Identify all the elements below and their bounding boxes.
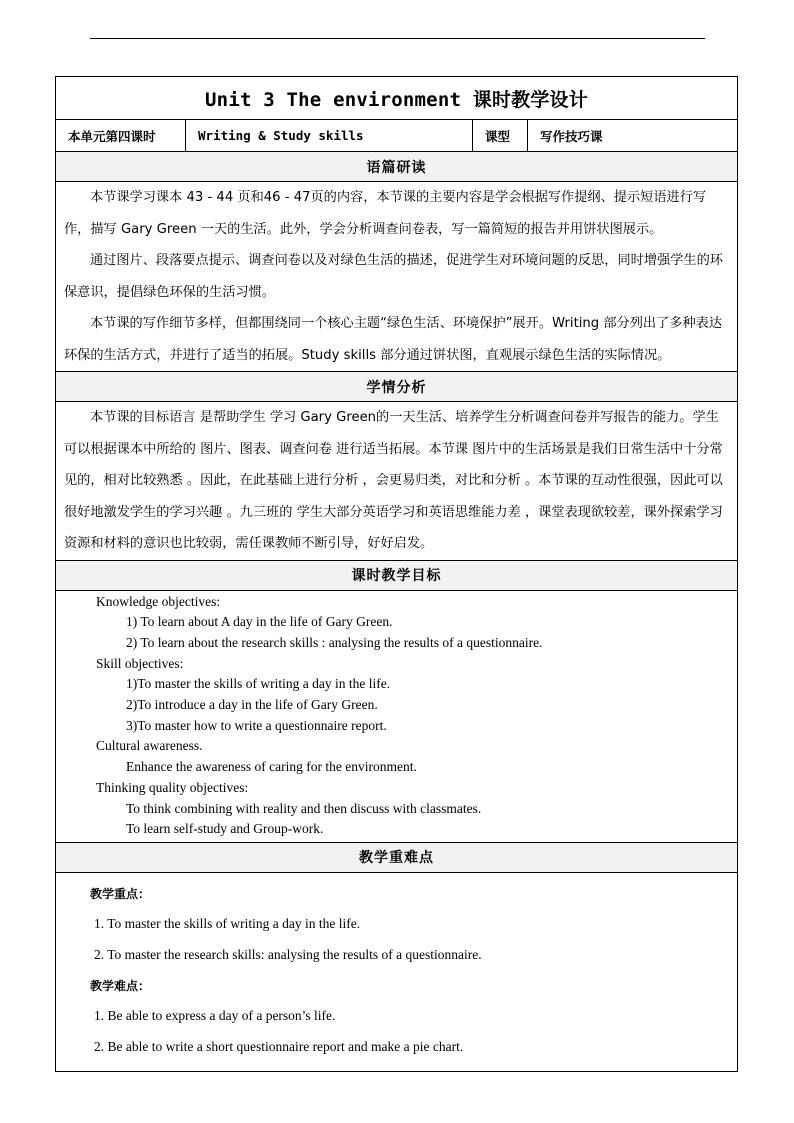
document-title: Unit 3 The environment 课时教学设计 (56, 77, 737, 120)
lesson-topic: Writing & Study skills (186, 120, 473, 151)
analysis-paragraph: 本节课的目标语言 是帮助学生 学习 Gary Green的一天生活、培养学生分析调查问卷并写报告的能力。学生可以根据课本中所给的 图片、图表、调查问卷 进行适当拓展。本节课 图片中的生活场景是我们日常生活中十分常见的，相对比较熟悉 。因此，在此基础上进行分析 ，会更易归类，对比和分析 。本节课的互动性很强，因此可以 很好地激发学生的学习兴趣 。九三班的 学生大部分英语学习和英语思维能力差 ，课堂表现欲较差，课外探索学习资源和材料的意识也比较弱，需任课教师不断引导，好好启发。 (64, 410, 723, 551)
difficulty-item: 2. Be able to write a short questionnaire report and make a pie chart. (94, 1039, 464, 1055)
difficulty-item: 1. Be able to express a day of a person’s life. (94, 1008, 336, 1024)
analysis-content (56, 402, 737, 561)
lesson-plan-table (55, 76, 738, 1072)
objective-line: Skill objectives: (96, 655, 184, 671)
objective-line: Cultural awareness. (96, 738, 203, 754)
focus-item: 2. To master the research skills: analysing the results of a questionnaire. (94, 947, 482, 963)
objective-line: 1)To master the skills of writing a day in the life. (126, 676, 391, 692)
reading-content (56, 182, 737, 372)
objective-line: To learn self-study and Group-work. (126, 821, 324, 837)
objective-line: Knowledge objectives: (96, 593, 221, 609)
difficulty-label: 教学难点： (90, 979, 151, 994)
objective-line: 2)To introduce a day in the life of Gary Green. (126, 697, 378, 713)
objective-line: 2) To learn about the research skills : analysing the results of a questionnaire. (126, 634, 543, 650)
objective-line: Thinking quality objectives: (96, 779, 249, 795)
lesson-type-label: 课型 (473, 120, 528, 151)
meta-row (56, 120, 737, 152)
focus-label: 教学重点： (90, 887, 151, 902)
section-header-keypoints: 教学重难点 (56, 843, 737, 873)
lesson-type-value: 写作技巧课 (540, 128, 603, 144)
objective-line: 1) To learn about A day in the life of Gary Green. (126, 614, 393, 630)
keypoints-content (56, 873, 737, 1071)
focus-item: 1. To master the skills of writing a day in the life. (94, 916, 361, 932)
section-header-analysis: 学情分析 (56, 372, 737, 402)
objective-line: 3)To master how to write a questionnaire report. (126, 717, 387, 733)
reading-paragraph: 本节课的写作细节多样，但都围绕同一个核心主题“绿色生活、环境保护”展开。Writing 部分列出了多种表达环保的生活方式，并进行了适当的拓展。Study skills 部分通过饼状图，直观展示绿色生活的实际情况。 (64, 316, 723, 363)
objectives-content (56, 591, 737, 843)
reading-paragraph: 通过图片、段落要点提示、调查问卷以及对绿色生活的描述，促进学生对环境问题的反思，同时增强学生的环保意识，提倡绿色环保的生活习惯。 (64, 253, 723, 300)
header-rule (90, 38, 705, 39)
lesson-number: 本单元第四课时 (56, 120, 186, 151)
objective-line: To think combining with reality and then discuss with classmates. (126, 800, 482, 816)
reading-paragraph: 本节课学习课本 43 - 44 页和46 - 47页的内容，本节课的主要内容是学会根据写作提纲、提示短语进行写作，描写 Gary Green 一天的生活。此外，学会分析调查问卷表，写一篇简短的报告并用饼状图展示。 (64, 190, 707, 237)
section-header-reading: 语篇研读 (56, 152, 737, 182)
objective-line: Enhance the awareness of caring for the environment. (126, 759, 417, 775)
section-header-objectives: 课时教学目标 (56, 561, 737, 591)
